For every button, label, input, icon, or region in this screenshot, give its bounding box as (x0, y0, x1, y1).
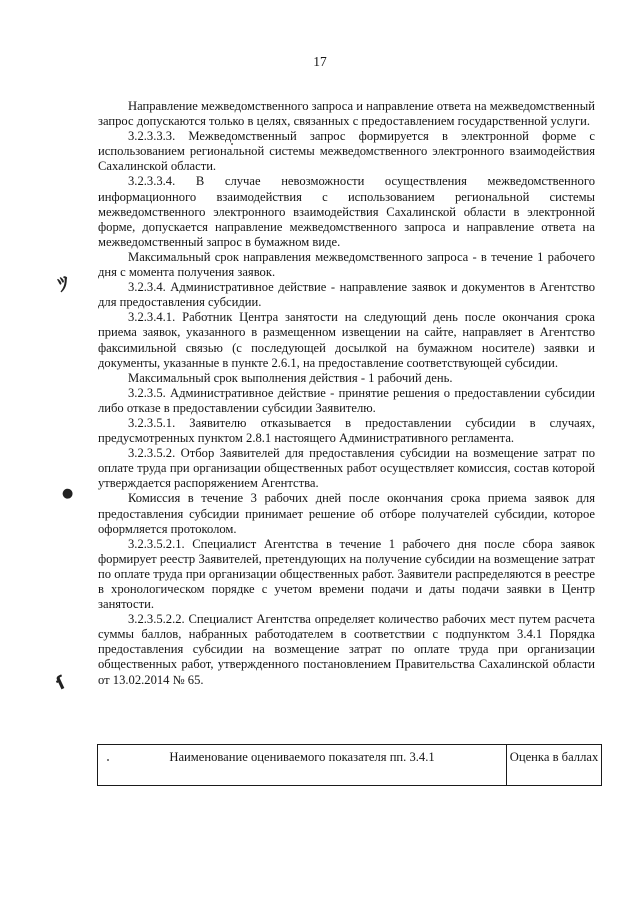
handwritten-margin-mark: ﾂ (55, 271, 71, 297)
paragraph: 3.2.3.5.2.2. Специалист Агентства определяет количество рабочих мест путем расчета суммы баллов, набранных работодателем в соответствии с подпунктом 3.4.1 Порядка предоставления субсидии на возмещение затрат по оплате труда при организации общественных работ, утвержденного постановлением Правительства Сахалинской области от 13.02.2014 № 65. (98, 612, 595, 687)
table-header-indicator-name: Наименование оцениваемого показателя пп. 3.4.1 (98, 745, 507, 785)
paragraph: Комиссия в течение 3 рабочих дней после окончания срока приема заявок для предоставления субсидии принимает решение об отборе получателей субсидии, которое оформляется протоколом. (98, 491, 595, 536)
paragraph: 3.2.3.5.1. Заявителю отказывается в предоставлении субсидии в случаях, предусмотренных пунктом 2.8.1 настоящего Административного регламента. (98, 415, 595, 446)
handwritten-margin-mark: ſ (52, 672, 69, 695)
paragraph: 3.2.3.5.2. Отбор Заявителей для предоставления субсидии на возмещение затрат по оплате труда при организации общественных работ осуществляет комиссия, состав которой утверждается распоряжением Агентства. (98, 446, 595, 491)
document-body (98, 99, 595, 688)
score-table (97, 744, 602, 786)
paragraph: Направление межведомственного запроса и направление ответа на межведомственный запрос допускаются только в целях, связанных с предоставлением государственной услуги. (98, 99, 595, 129)
margin-blot-mark: ● (59, 484, 76, 503)
paragraph: 3.2.3.4.1. Работник Центра занятости на следующий день после окончания срока приема заявок, указанного в размещенном извещении на сайте, направляет в Агентство факсимильной связью (с последующей досылкой на бумажном носителе) заявки и документы, указанные в пункте 2.6.1, на предоставление соответствующей субсидии. (98, 310, 595, 370)
table-header-score: Оценка в баллах (509, 750, 599, 764)
paragraph: Максимальный срок направления межведомственного запроса - в течение 1 рабочего дня с момента получения заявок. (98, 249, 595, 280)
page-number: 17 (313, 54, 327, 69)
paragraph: 3.2.3.4. Административное действие - направление заявок и документов в Агентство для предоставления субсидии. (98, 280, 595, 310)
paragraph: Максимальный срок выполнения действия - 1 рабочий день. (128, 370, 453, 385)
paragraph: 3.2.3.5. Административное действие - принятие решения о предоставлении субсидии либо отказе в предоставлении субсидии Заявителю. (98, 385, 595, 415)
paragraph: 3.2.3.3.3. Межведомственный запрос формируется в электронной форме с использованием региональной системы межведомственного электронного взаимодействия Сахалинской области. (98, 129, 595, 174)
paragraph: 3.2.3.5.2.1. Специалист Агентства в течение 1 рабочего дня после сбора заявок формирует реестр Заявителей, претендующих на получение субсидии на возмещение затрат по оплате труда при организации общественных работ. Заявители распределяются в реестре в хронологическом порядке с учетом времени подачи и даты подачи заявки в Центр занятости. (98, 536, 595, 612)
paragraph: 3.2.3.3.4. В случае невозможности осуществления межведомственного информационного взаимодействия с использованием региональной системы межведомственного электронного взаимодействия Сахалинской области в электронной форме, допускается направление межведомственного запроса и направление ответа на межведомственный запрос в бумажном виде. (98, 174, 595, 249)
